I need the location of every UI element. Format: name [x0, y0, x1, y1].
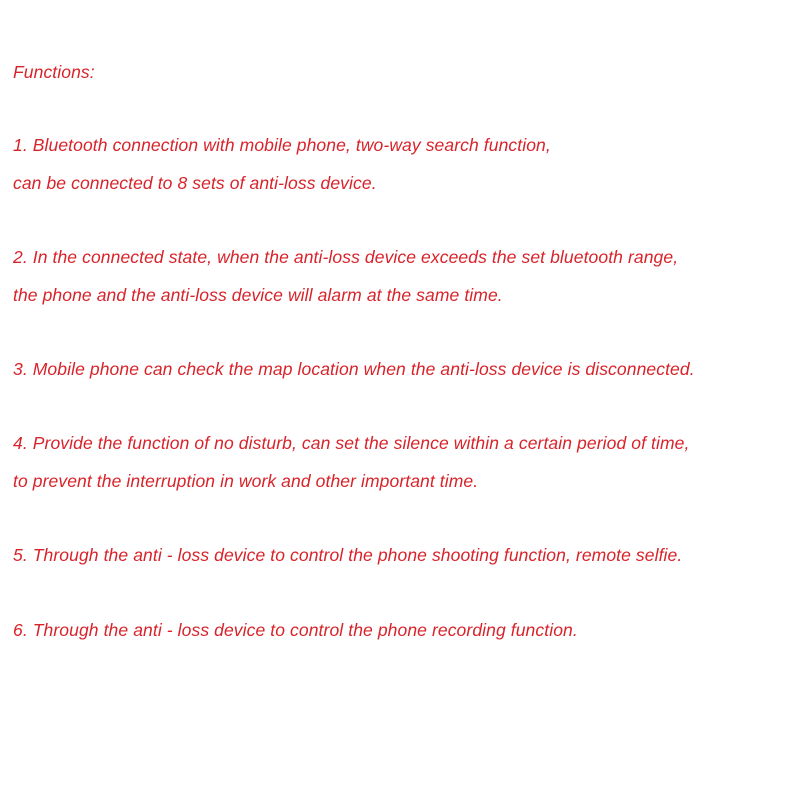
function-item-2-line-2: the phone and the anti-loss device will alarm at the same time. [13, 285, 503, 305]
function-item-1-line-1: 1. Bluetooth connection with mobile phone, two-way search function, [13, 135, 551, 155]
function-item-4-line-2: to prevent the interruption in work and other important time. [13, 471, 479, 491]
function-item-1-line-2: can be connected to 8 sets of anti-loss device. [13, 173, 377, 193]
function-item-6-line-1: 6. Through the anti - loss device to control the phone recording function. [13, 620, 578, 640]
function-item-2-line-1: 2. In the connected state, when the anti-loss device exceeds the set bluetooth range, [13, 247, 679, 267]
function-item-3-line-1: 3. Mobile phone can check the map location when the anti-loss device is disconnected. [13, 359, 695, 379]
function-item-4-line-1: 4. Provide the function of no disturb, can set the silence within a certain period of time, [13, 433, 690, 453]
functions-heading: Functions: [13, 62, 95, 82]
function-item-5-line-1: 5. Through the anti - loss device to control the phone shooting function, remote selfie. [13, 545, 683, 565]
